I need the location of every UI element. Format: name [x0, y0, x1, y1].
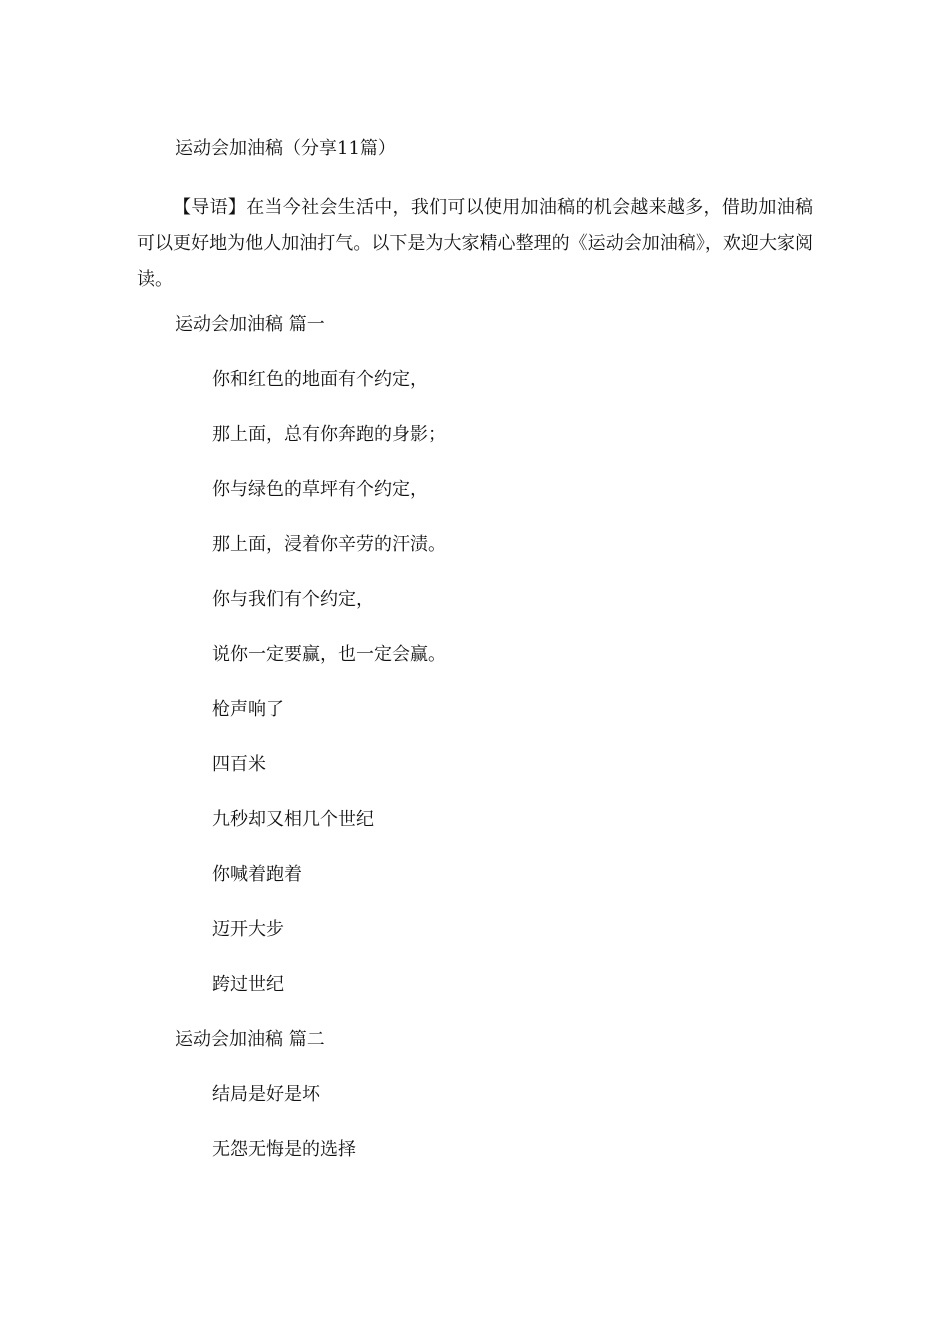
- verse-line: 跨过世纪: [212, 974, 284, 995]
- intro-text: 在当今社会生活中，我们可以使用加油稿的机会越来越多，借助加油稿可以更好地为他人加油打气。以下是为大家精心整理的《运动会加油稿》，欢迎大家阅读。: [137, 197, 814, 290]
- verse-line: 说你一定要赢，也一定会赢。: [212, 644, 446, 665]
- intro-lead-mark: 【导语】: [173, 197, 247, 218]
- verse-line: 你与绿色的草坪有个约定，: [212, 479, 428, 500]
- verse-line: 无怨无悔是的选择: [212, 1139, 356, 1160]
- section-heading-1: 运动会加油稿 篇一: [175, 314, 325, 335]
- verse-line: 那上面，总有你奔跑的身影；: [212, 424, 446, 445]
- intro-paragraph: [137, 190, 813, 298]
- section-heading-2: 运动会加油稿 篇二: [175, 1029, 325, 1050]
- verse-line: 你与我们有个约定，: [212, 589, 374, 610]
- verse-line: 你喊着跑着: [212, 864, 302, 885]
- verse-line: 九秒却又相几个世纪: [212, 809, 374, 830]
- verse-line: 你和红色的地面有个约定，: [212, 369, 428, 390]
- verse-line: 迈开大步: [212, 919, 284, 940]
- verse-line: 四百米: [212, 754, 266, 775]
- verse-line: 结局是好是坏: [212, 1084, 320, 1105]
- verse-line: 那上面，浸着你辛劳的汗渍。: [212, 534, 446, 555]
- verse-line: 枪声响了: [212, 699, 284, 720]
- document-title: 运动会加油稿（分享11篇）: [175, 138, 396, 159]
